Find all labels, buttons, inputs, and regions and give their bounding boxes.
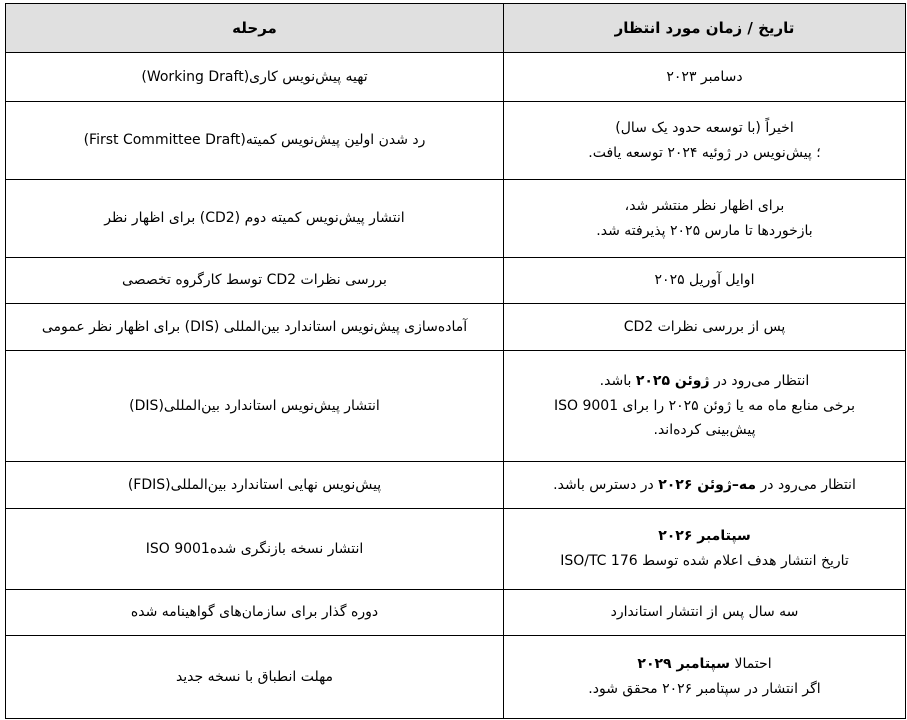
date-line (510, 552, 899, 571)
date-text: احتمالا (730, 656, 772, 673)
cell-date (504, 636, 906, 719)
date-text: برخی منابع ماه مه یا ژوئن ۲۰۲۵ را برای ISO 9001 (553, 397, 855, 414)
date-line (510, 421, 899, 440)
date-text: تاریخ انتشار هدف اعلام شده توسط ISO/TC 176 (560, 553, 849, 569)
date-line (510, 222, 899, 241)
date-text: انتظار می‌رود در (709, 372, 810, 389)
cell-date (504, 590, 906, 636)
date-text: پس از بررسی نظرات CD2 (623, 318, 786, 335)
cell-stage: انتشار پیش‌نویس استاندارد بین‌المللی(DIS) (6, 351, 504, 462)
date-text: اگر انتشار در سپتامبر ۲۰۲۶ محقق شود. (588, 681, 821, 697)
date-line (510, 119, 899, 138)
date-text: برای اظهار نظر منتشر شد، (624, 197, 785, 214)
date-emphasis: ژوئن ۲۰۲۵ (635, 372, 710, 389)
date-line (510, 527, 899, 546)
date-line (510, 680, 899, 699)
table-row (6, 636, 906, 719)
table-row (6, 180, 906, 258)
date-emphasis: مه–ژوئن ۲۰۲۶ (658, 476, 757, 493)
date-text: ؛ پیش‌نویس در ژوئیه ۲۰۲۴ توسعه یافت. (588, 144, 821, 161)
date-text: اخیراً (با توسعه حدود یک سال) (615, 119, 794, 136)
cell-date (504, 509, 906, 590)
date-text: بازخوردها تا مارس ۲۰۲۵ پذیرفته شد. (596, 222, 813, 239)
cell-date (504, 462, 906, 509)
date-line (510, 271, 899, 290)
date-text: در دسترس باشد. (553, 476, 659, 493)
cell-date (504, 53, 906, 102)
cell-stage: مهلت انطباق با نسخه جدید (6, 636, 504, 719)
date-line (510, 476, 899, 495)
cell-stage: انتشار پیش‌نویس کمیته دوم (CD2) برای اظهار نظر (6, 180, 504, 258)
cell-stage: تهیه پیش‌نویس کاری(Working Draft) (6, 53, 504, 102)
date-text: اوایل آوریل ۲۰۲۵ (654, 272, 755, 289)
table-row (6, 102, 906, 180)
cell-date (504, 102, 906, 180)
date-line (510, 397, 899, 416)
date-line (510, 655, 899, 674)
date-text: سه سال پس از انتشار استاندارد (610, 604, 799, 621)
table-row (6, 304, 906, 351)
date-line (510, 68, 899, 87)
date-line (510, 144, 899, 163)
cell-stage: آماده‌سازی پیش‌نویس استاندارد بین‌المللی (DIS) برای اظهار نظر عمومی (6, 304, 504, 351)
table-row (6, 509, 906, 590)
cell-date (504, 180, 906, 258)
date-text: دسامبر ۲۰۲۳ (666, 68, 743, 85)
date-line (510, 372, 899, 391)
cell-stage: پیش‌نویس نهایی استاندارد بین‌المللی(FDIS) (6, 462, 504, 509)
cell-date (504, 304, 906, 351)
header-stage: مرحله (6, 4, 504, 53)
iso9001-revision-timeline-table (5, 3, 906, 719)
table-row (6, 462, 906, 509)
table-row (6, 351, 906, 462)
header-row (6, 4, 906, 53)
cell-stage: دوره گذار برای سازمان‌های گواهینامه شده (6, 590, 504, 636)
timeline-table-container (5, 3, 905, 719)
date-line (510, 318, 899, 337)
date-emphasis: سپتامبر ۲۰۲۹ (637, 656, 731, 673)
cell-stage: بررسی نظرات CD2 توسط کارگروه تخصصی (6, 258, 504, 304)
cell-stage: رد شدن اولین پیش‌نویس کمیته(First Committee Draft) (6, 102, 504, 180)
date-line (510, 197, 899, 216)
date-emphasis: سپتامبر ۲۰۲۶ (658, 528, 751, 545)
date-text: انتظار می‌رود در (756, 476, 856, 493)
date-line (510, 603, 899, 622)
cell-stage: انتشار نسخه بازنگری شدهISO 9001 (6, 509, 504, 590)
table-row (6, 258, 906, 304)
date-text: پیش‌بینی کرده‌اند. (653, 422, 756, 439)
cell-date (504, 351, 906, 462)
table-row (6, 590, 906, 636)
date-text: باشد. (599, 372, 636, 389)
header-date: تاریخ / زمان مورد انتظار (504, 4, 906, 53)
cell-date (504, 258, 906, 304)
table-row (6, 53, 906, 102)
